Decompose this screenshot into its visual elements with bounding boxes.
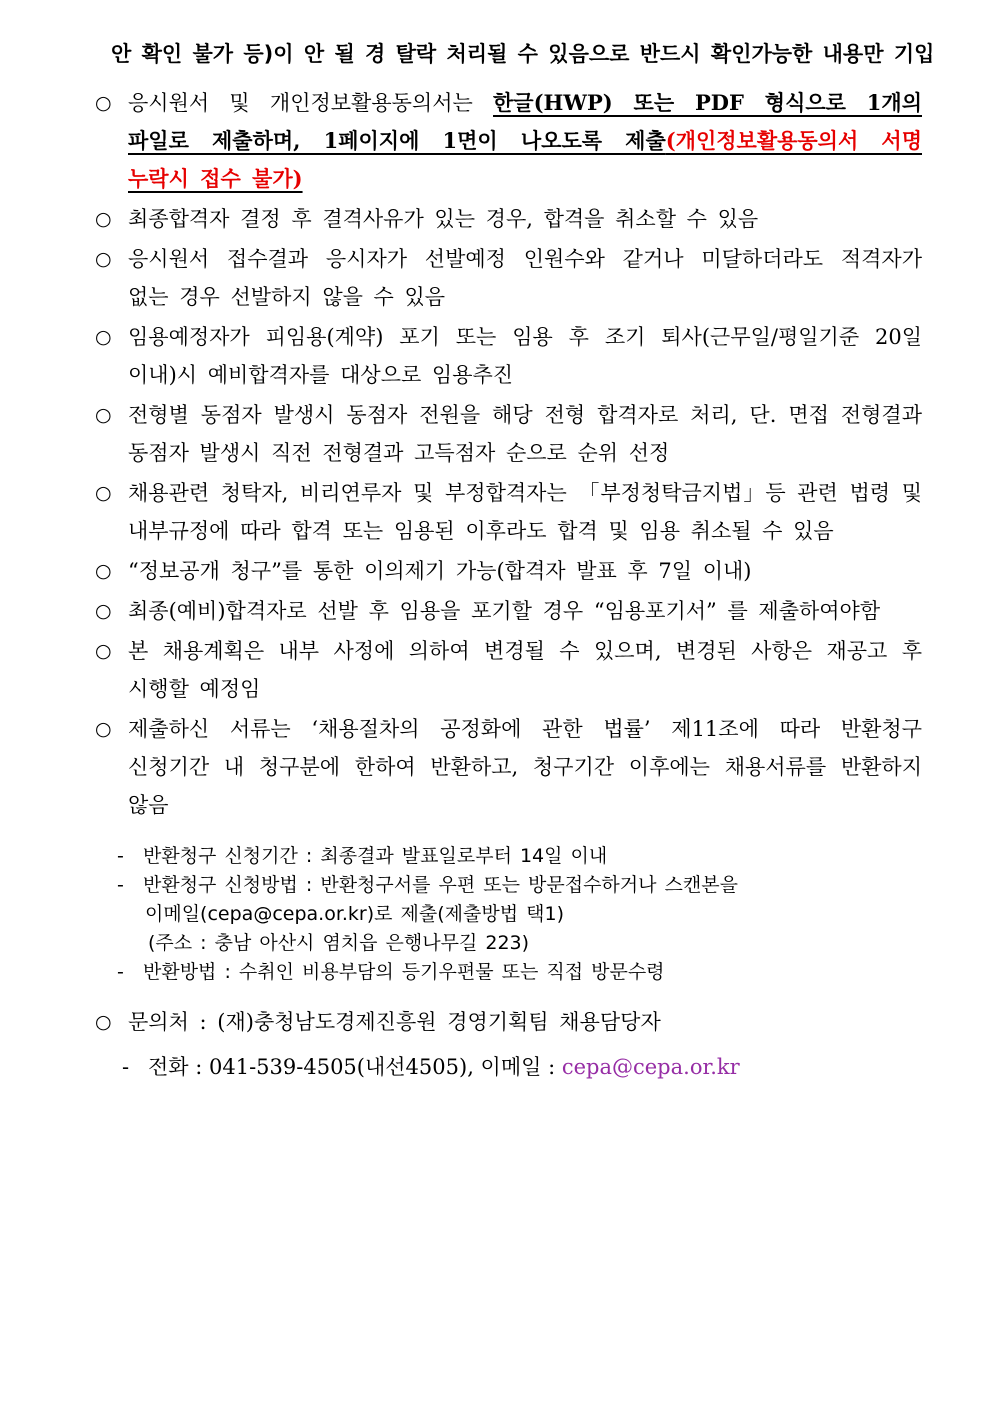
bullet-item-objection (95, 552, 922, 590)
text-run: 임용예정자가 피임용(계약) 포기 또는 임용 후 조기 퇴사(근무일/평일기준 20일 이내)시 예비합격자를 대상으로 임용추진 (128, 325, 922, 387)
sub-item-address (95, 929, 922, 958)
bullet-text (128, 318, 922, 394)
dash-marker: - (117, 961, 124, 983)
return-request-details (95, 842, 922, 987)
dash-marker: - (117, 845, 124, 867)
circle-bullet-marker: ○ (95, 718, 112, 740)
circle-bullet-marker: ○ (95, 482, 112, 504)
sub-item-text: 반환방법 : 수취인 비용부담의 등기우편물 또는 직접 방문수령 (143, 961, 665, 983)
text-run-red-warning: (개인정보활용동의서 서명 누락시 접수 불가) (128, 128, 922, 191)
text-run: 전화 : 041-539-4505(내선4505), 이메일 : (148, 1055, 562, 1079)
sub-item-email-submit (95, 900, 922, 929)
bullet-item-no-selection (95, 240, 922, 316)
bullet-item-contact (95, 1003, 922, 1041)
text-run: 문의처 : (재)충청남도경제진흥원 경영기획팀 채용담당자 (128, 1010, 661, 1034)
bullet-text (128, 710, 922, 824)
bullet-item-document-return (95, 710, 922, 824)
circle-bullet-marker: ○ (95, 560, 112, 582)
bullet-text (128, 240, 922, 316)
text-run: “정보공개 청구”를 통한 이의제기 가능(합격자 발표 후 7일 이내) (128, 559, 752, 583)
bullet-text (128, 396, 922, 472)
circle-bullet-marker: ○ (95, 640, 112, 662)
circle-bullet-marker: ○ (95, 248, 112, 270)
bullet-item-corruption-clause (95, 474, 922, 550)
dash-marker: - (117, 874, 124, 896)
email-link[interactable]: cepa@cepa.or.kr (561, 1055, 740, 1079)
circle-bullet-marker: ○ (95, 600, 112, 622)
bullet-item-reserve-candidate (95, 318, 922, 394)
circle-bullet-marker: ○ (95, 326, 112, 348)
text-run: 응시원서 접수결과 응시자가 선발예정 인원수와 같거나 미달하더라도 적격자가 없는 경우 선발하지 않을 수 있음 (128, 247, 922, 309)
text-run: 최종(예비)합격자로 선발 후 임용을 포기할 경우 “임용포기서” 를 제출하여야함 (128, 599, 881, 623)
text-run-underlined: 한글(HWP) 또는 PDF 형식으로 1개의 파일로 제출하며, 1페이지에 1면이 나오도록 제출 (128, 90, 922, 153)
text-run: 전형별 동점자 발생시 동점자 전원을 해당 전형 합격자로 처리, 단. 면접 전형결과 동점자 발생시 직전 전형결과 고득점자 순으로 순위 선정 (128, 403, 922, 465)
bullet-item-submission-format (95, 84, 922, 198)
sub-item-text: 반환청구 신청방법 : 반환청구서를 우편 또는 방문접수하거나 스캔본을 (143, 874, 738, 896)
bullet-text (128, 632, 922, 708)
page-heading: 안 확인 불가 등)이 안 될 경 탈락 처리될 수 있음으로 반드시 확인가능한 내용만 기입 (111, 42, 935, 66)
sub-item-text: 이메일(cepa@cepa.or.kr)로 제출(제출방법 택1) (145, 903, 564, 925)
bullet-text (128, 552, 922, 590)
sub-item-text: 반환청구 신청기간 : 최종결과 발표일로부터 14일 이내 (143, 845, 608, 867)
circle-bullet-marker: ○ (95, 404, 112, 426)
bullet-text (128, 474, 922, 550)
bullet-item-disqualification (95, 200, 922, 238)
circle-bullet-marker: ○ (95, 208, 112, 230)
text-run: 응시원서 및 개인정보활용동의서는 (128, 91, 494, 115)
contact-phone-text (148, 1047, 740, 1087)
text-run: 제출하신 서류는 ‘채용절차의 공정화에 관한 법률’ 제11조에 따라 반환청구 신청기간 내 청구분에 한하여 반환하고, 청구기간 이후에는 채용서류를 반환하지 않음 (128, 717, 922, 817)
bullet-text (128, 592, 922, 630)
bullet-item-plan-change (95, 632, 922, 708)
bullet-text (128, 84, 922, 198)
bullet-text (128, 1003, 922, 1041)
circle-bullet-marker: ○ (95, 1011, 112, 1033)
sub-item-return-method (95, 871, 922, 900)
text-run: 본 채용계획은 내부 사정에 의하여 변경될 수 있으며, 변경된 사항은 재공고 후 시행할 예정임 (128, 639, 922, 701)
bullet-text (128, 200, 922, 238)
bullet-item-renunciation-form (95, 592, 922, 630)
bullet-item-tie-breaking (95, 396, 922, 472)
circle-bullet-marker: ○ (95, 92, 112, 114)
sub-item-return-period (95, 842, 922, 871)
text-run: 채용관련 청탁자, 비리연루자 및 부정합격자는 「부정청탁금지법」등 관련 법령 및 내부규정에 따라 합격 또는 임용된 이후라도 합격 및 임용 취소될 수 있음 (128, 481, 922, 543)
contact-phone-line (95, 1047, 922, 1087)
text-run: 최종합격자 결정 후 결격사유가 있는 경우, 합격을 취소할 수 있음 (128, 207, 759, 231)
sub-item-text: (주소 : 충남 아산시 염치읍 은행나무길 223) (148, 932, 530, 954)
sub-item-delivery-method (95, 958, 922, 987)
dash-marker: - (122, 1055, 130, 1079)
